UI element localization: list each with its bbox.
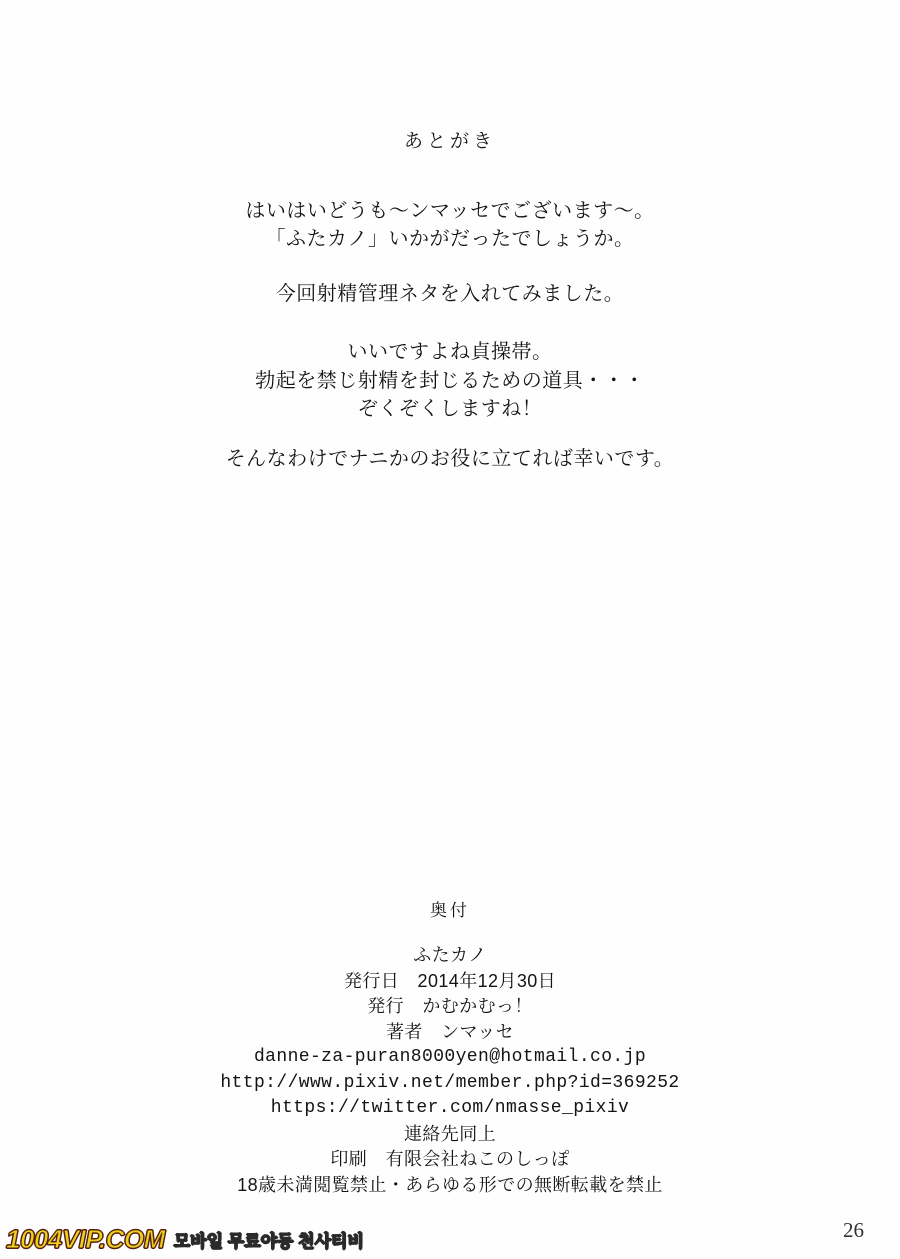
afterword-line-2: 「ふたカノ」いかがだったでしょうか。 (265, 228, 635, 251)
colophon-author: 著者 ンマッセ (385, 1021, 515, 1042)
spacer (0, 254, 900, 280)
afterword-line-3: 今回射精管理ネタを入れてみました。 (275, 282, 625, 305)
afterword-heading: あとがき (403, 131, 496, 152)
watermark-site-name: 1004VIP.COM (6, 1223, 165, 1254)
colophon-printer: 印刷 有限会社ねこのしっぽ (330, 1149, 570, 1170)
watermark-bar (0, 1219, 900, 1259)
colophon-notice: 18歳未満閲覧禁止・あらゆる形での無断転載を禁止 (237, 1174, 663, 1195)
colophon-twitter-url: https://twitter.com/nmasse_pixiv (270, 1098, 630, 1119)
afterword-section (0, 126, 900, 474)
colophon-email: danne-za-puran8000yen@hotmail.co.jp (253, 1047, 647, 1068)
afterword-line-1: はいはいどうも～ンマッセでございます～。 (245, 200, 655, 222)
page-number: 26 (843, 1218, 864, 1242)
watermark-tagline: 모바일 무료야동 천사티비 (173, 1231, 364, 1251)
afterword-line-4: いいですよね貞操帯。 (347, 341, 553, 364)
colophon-heading: 奥付 (430, 901, 470, 920)
afterword-line-6: ぞくぞくしますね！ (357, 397, 543, 420)
colophon-title-line: ふたカノ (413, 945, 487, 965)
colophon-publisher: 発行 かむかむっ！ (367, 996, 533, 1017)
colophon-contact-note: 連絡先同上 (404, 1123, 496, 1144)
colophon-pixiv-url: http://www.pixiv.net/member.php?id=369252 (220, 1072, 680, 1093)
spacer (0, 308, 900, 338)
colophon-section (0, 896, 900, 1198)
spacer (0, 423, 900, 445)
afterword-line-7: そんなわけでナニかのお役に立てれば幸いです。 (225, 448, 675, 471)
afterword-line-5: 勃起を禁じ射精を封じるための道具・・・ (255, 369, 645, 392)
colophon-publish-date: 発行日 2014年12月30日 (343, 970, 557, 991)
